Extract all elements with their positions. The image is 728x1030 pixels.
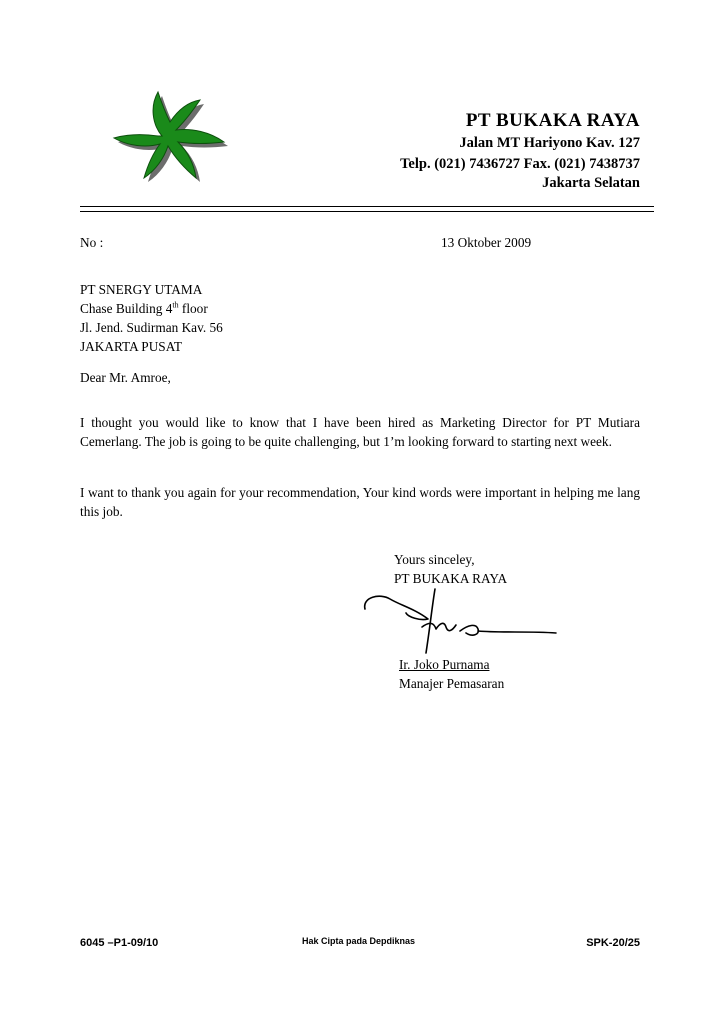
footer-page-code: SPK-20/25	[586, 937, 640, 949]
footer-copyright: Hak Cipta pada Depdiknas	[302, 936, 416, 946]
recipient-building-floor: floor	[178, 301, 208, 316]
recipient-building	[80, 299, 223, 318]
signer-block	[399, 655, 504, 693]
footer-document-code: 6045 –P1-09/10	[80, 937, 159, 949]
handwritten-signature	[360, 587, 560, 657]
recipient-company: PT SNERGY UTAMA	[80, 282, 203, 297]
closing-company: PT BUKAKA RAYA	[394, 571, 508, 586]
header-divider-top	[80, 206, 654, 207]
recipient-address	[80, 280, 223, 356]
address-line-3: Jakarta Selatan	[542, 175, 640, 191]
recipient-street: Jl. Jend. Sudirman Kav. 56	[80, 320, 223, 335]
signer-title: Manajer Pemasaran	[399, 676, 505, 691]
address-line-1: Jalan MT Hariyono Kav. 127	[459, 135, 640, 151]
body-paragraph-1: I thought you would like to know that I have been hired as Marketing Director for PT Mutiara Cemerlang. The job is going to be quite challenging, but 1’m looking forward to starting next week.	[80, 415, 640, 449]
letter-number-label: No :	[80, 235, 104, 250]
recipient-city: JAKARTA PUSAT	[80, 339, 182, 354]
body-paragraph-2: I want to thank you again for your recommendation, Your kind words were important in helping me lang this job.	[80, 485, 640, 519]
recipient-building-text: Chase Building 4	[80, 301, 173, 316]
closing-block	[394, 550, 507, 588]
recipient-building-sup: th	[172, 300, 179, 310]
header-divider-bottom	[80, 211, 654, 212]
address-line-2: Telp. (021) 7436727 Fax. (021) 7438737	[400, 156, 640, 172]
closing-phrase: Yours sinceley,	[394, 552, 475, 567]
signer-name: Ir. Joko Purnama	[399, 657, 490, 672]
letter-date: 13 Oktober 2009	[441, 235, 532, 250]
salutation: Dear Mr. Amroe,	[80, 370, 171, 385]
green-leaf-icon	[92, 86, 232, 186]
company-name: PT BUKAKA RAYA	[465, 110, 640, 131]
